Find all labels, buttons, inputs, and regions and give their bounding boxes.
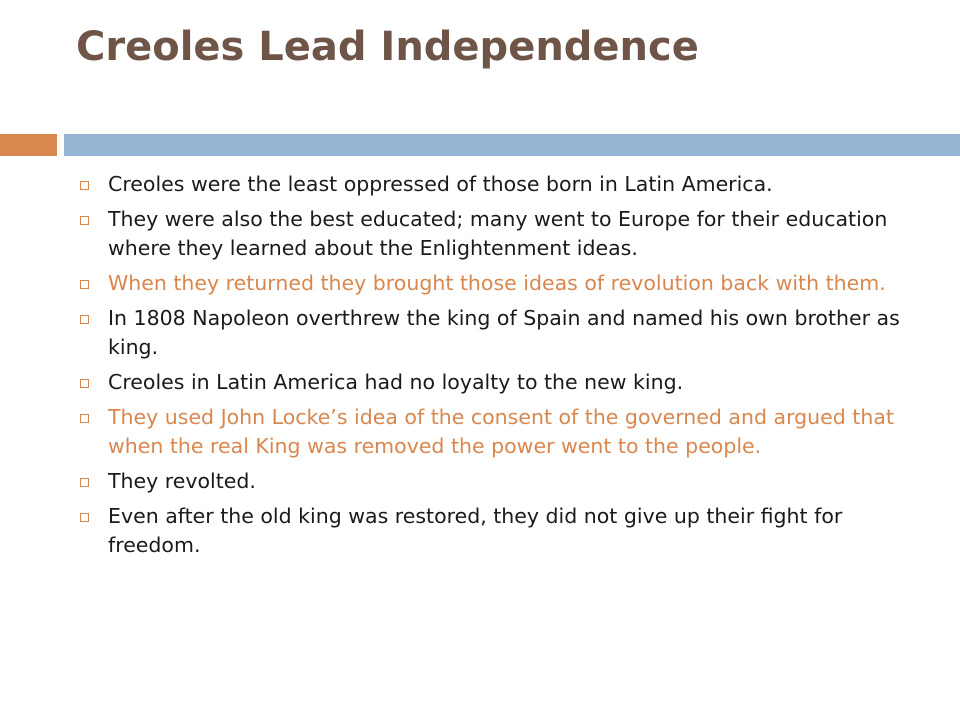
- bullet-item: [76, 502, 916, 560]
- bullet-item: [76, 467, 916, 496]
- bullet-text: Even after the old king was restored, they did not give up their fight for freedom.: [108, 504, 843, 557]
- hollow-square-icon: [80, 379, 89, 388]
- hollow-square-icon: [80, 216, 89, 225]
- bullet-item-highlighted: [76, 269, 916, 298]
- bullet-item: [76, 368, 916, 397]
- hollow-square-icon: [80, 181, 89, 190]
- hollow-square-icon: [80, 280, 89, 289]
- bullet-item: [76, 304, 916, 362]
- hollow-square-icon: [80, 414, 89, 423]
- bullet-text: In 1808 Napoleon overthrew the king of Spain and named his own brother as king.: [108, 306, 900, 359]
- hollow-square-icon: [80, 315, 89, 324]
- header-accent-bar: [0, 134, 57, 156]
- bullet-item: [76, 205, 916, 263]
- bullet-text: They used John Locke’s idea of the consent of the governed and argued that when the real King was removed the power went to the people.: [108, 405, 894, 458]
- bullet-text: They were also the best educated; many went to Europe for their education where they learned about the Enlightenment ideas.: [108, 207, 888, 260]
- hollow-square-icon: [80, 478, 89, 487]
- hollow-square-icon: [80, 513, 89, 522]
- bullet-item: [76, 170, 916, 199]
- bullet-text: They revolted.: [108, 469, 256, 493]
- bullet-text: When they returned they brought those ideas of revolution back with them.: [108, 271, 886, 295]
- header-divider-bar: [64, 134, 960, 156]
- bullet-text: Creoles in Latin America had no loyalty to the new king.: [108, 370, 684, 394]
- bullet-list: [76, 170, 916, 566]
- bullet-text: Creoles were the least oppressed of those born in Latin America.: [108, 172, 773, 196]
- slide-title: Creoles Lead Independence: [76, 24, 699, 70]
- bullet-item-highlighted: [76, 403, 916, 461]
